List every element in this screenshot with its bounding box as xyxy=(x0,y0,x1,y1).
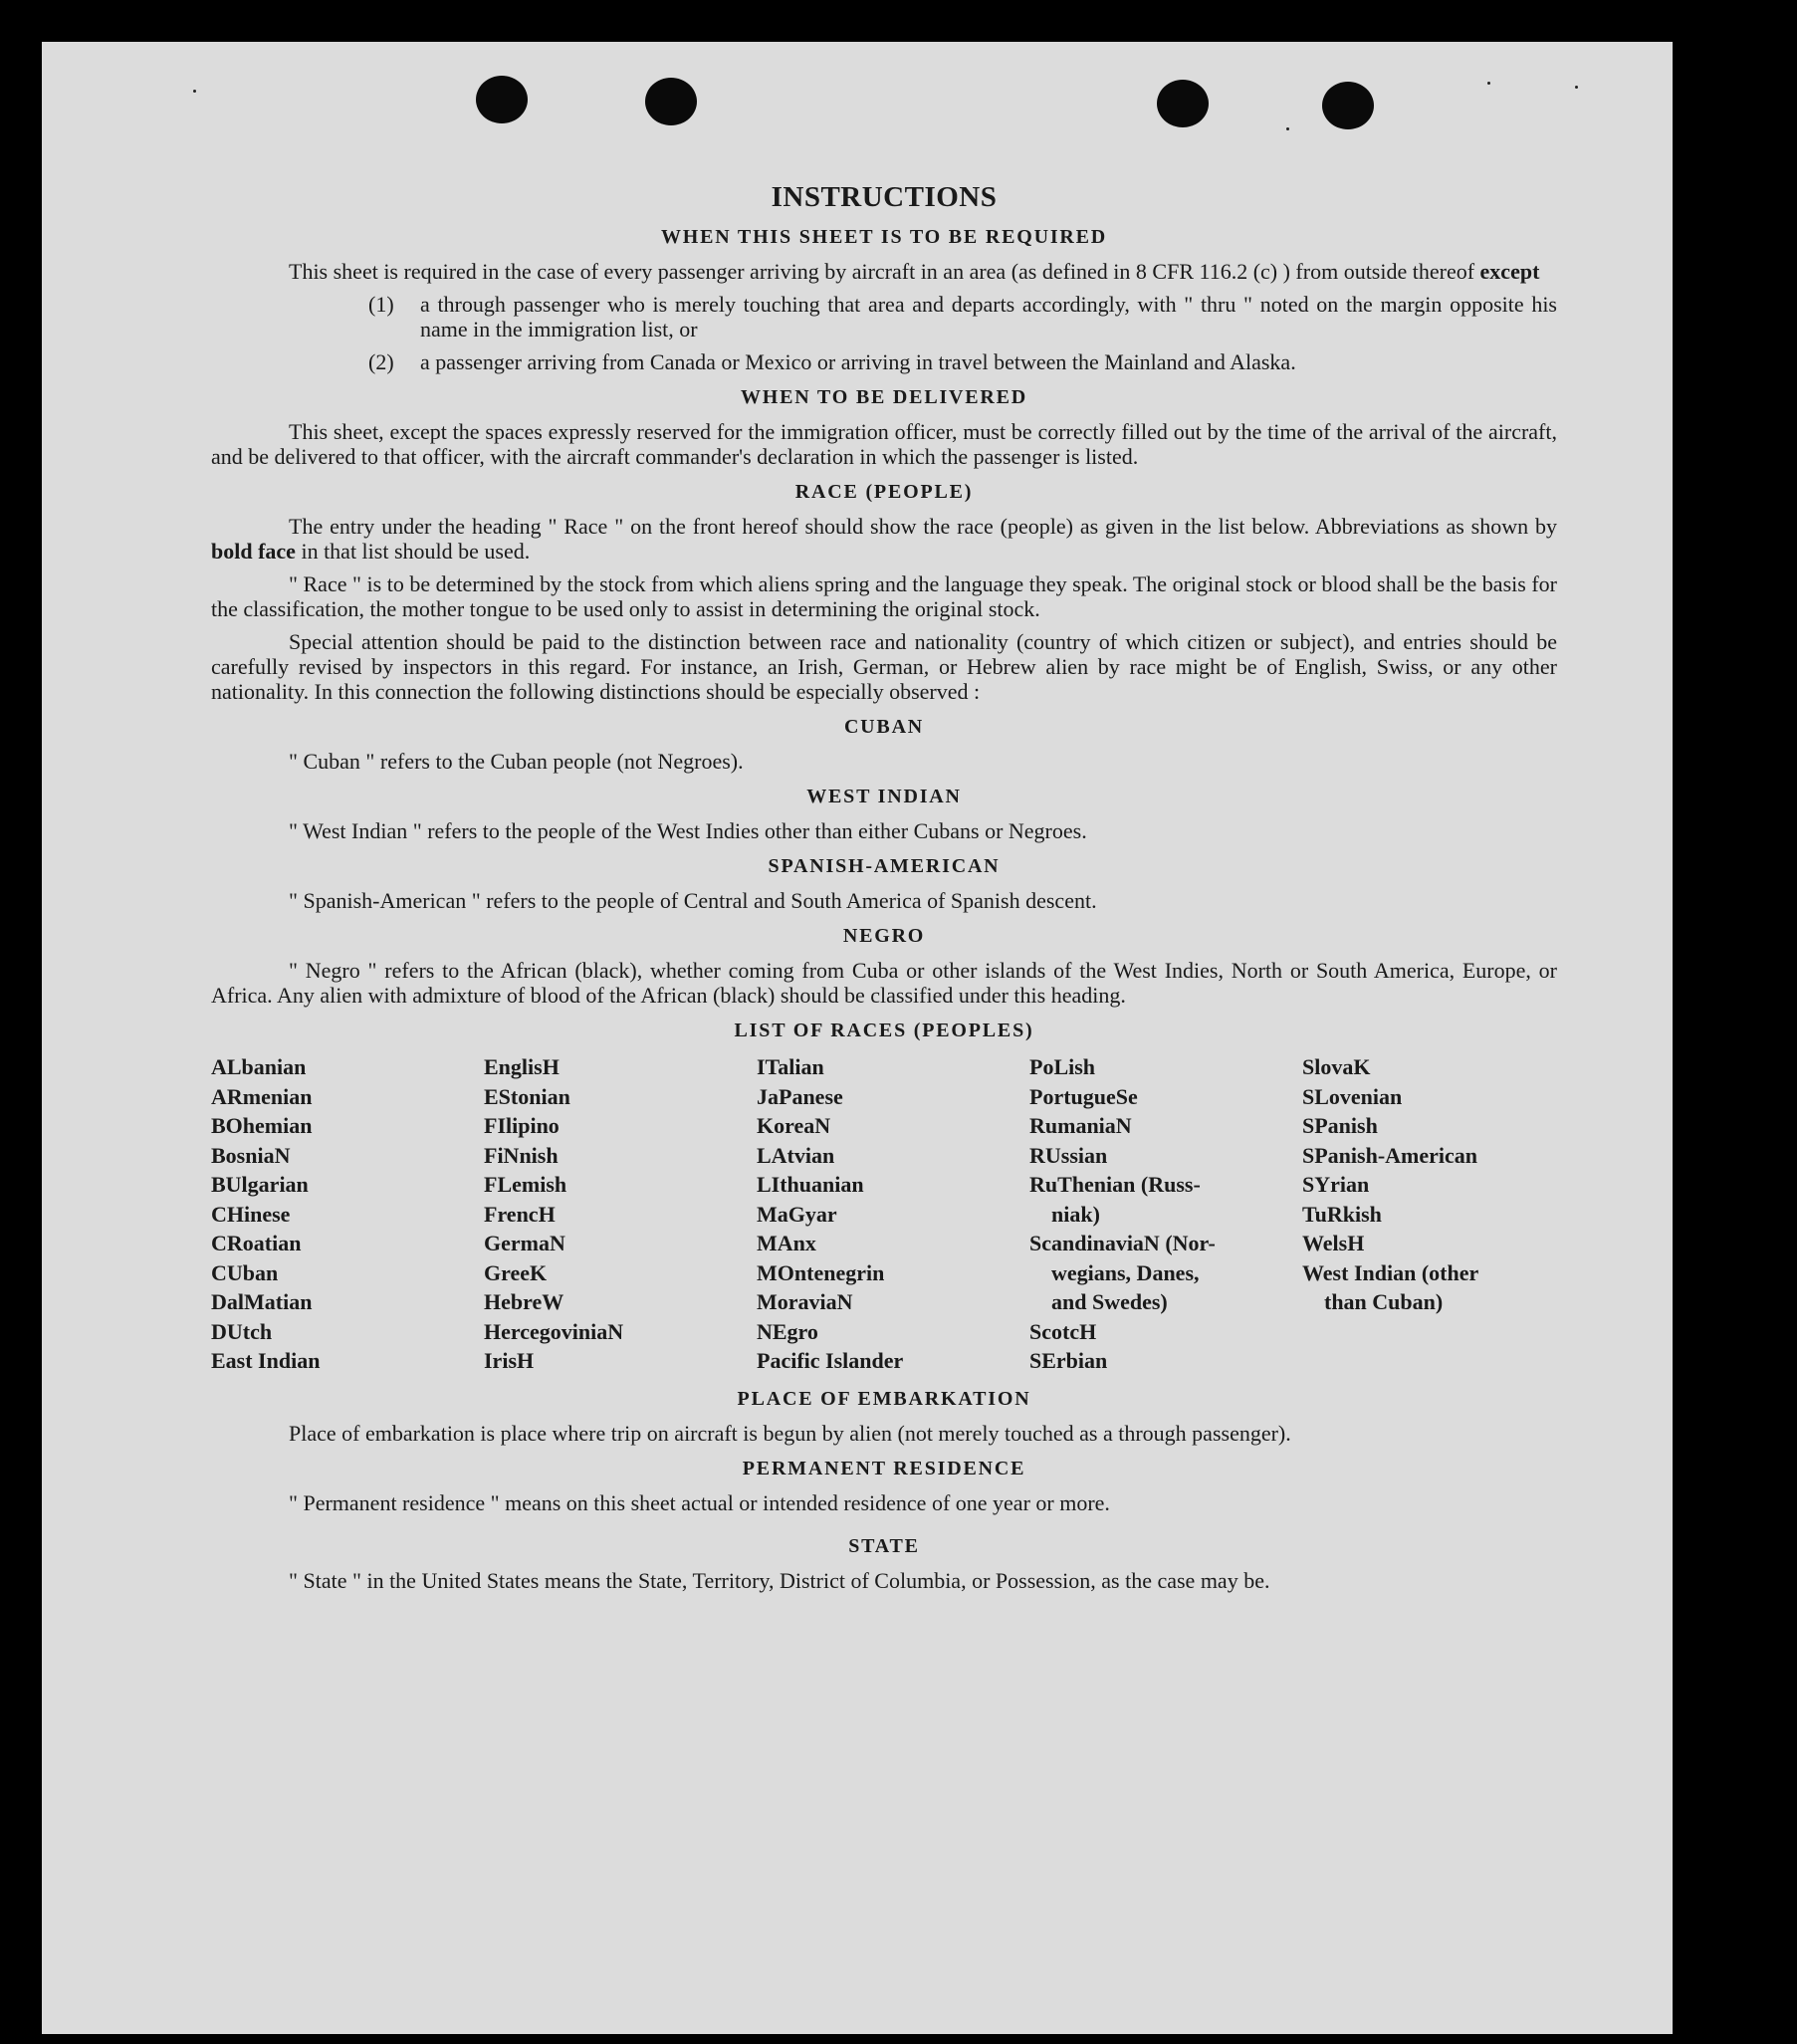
race-item: GermaN xyxy=(484,1231,565,1255)
race-item: and Swedes) xyxy=(1051,1289,1168,1314)
required-intro xyxy=(211,259,1557,284)
embarkation-text: Place of embarkation is place where trip on aircraft is begun by alien (not merely touched as a through passenger). xyxy=(289,1420,1291,1446)
race-item: TuRkish xyxy=(1302,1201,1382,1227)
race-item: KoreaN xyxy=(757,1113,831,1138)
clause-2 xyxy=(368,349,1557,374)
race-item: FrencH xyxy=(484,1201,556,1227)
race-item: MoraviaN xyxy=(757,1289,853,1314)
clause-number: (1) xyxy=(368,292,394,317)
race-item: SErbian xyxy=(1029,1348,1108,1373)
punch-hole xyxy=(1322,82,1374,129)
race-item: MaGyar xyxy=(757,1201,837,1227)
races-column-5 xyxy=(1302,1052,1557,1376)
race-paragraph-1 xyxy=(211,514,1557,564)
punch-hole xyxy=(1157,80,1209,127)
section-heading-delivered: WHEN TO BE DELIVERED xyxy=(740,386,1028,408)
race-item: East Indian xyxy=(211,1348,321,1373)
race-item: SlovaK xyxy=(1302,1054,1371,1079)
race-item: GreeK xyxy=(484,1259,548,1285)
speck xyxy=(1575,86,1578,89)
race-item: WelsH xyxy=(1302,1231,1365,1255)
clause-text: a through passenger who is merely touching that area and departs accordingly, with " thru " noted on the margin opposite his name in the immigration list, or xyxy=(420,292,1557,341)
residence-text: " Permanent residence " means on this sheet actual or intended residence of one year or more. xyxy=(289,1489,1110,1515)
races-column-4 xyxy=(1029,1052,1302,1376)
race-paragraph-3: Special attention should be paid to the distinction between race and nationality (country of which citizen or subject), and entries should be carefully revised by inspectors in this regard. For instance, an Irish, German, or Hebrew alien by race might be of English, Swiss, or any other nationality. In this connection the following distinctions should be especially observed : xyxy=(211,629,1557,704)
race-item: ScotcH xyxy=(1029,1318,1097,1344)
race-item: EnglisH xyxy=(484,1054,560,1079)
races-column-2 xyxy=(484,1052,757,1376)
race-item: SLovenian xyxy=(1302,1083,1403,1109)
race-item: West Indian (other xyxy=(1302,1259,1479,1285)
state-text: " State " in the United States means the State, Territory, District of Columbia, or Possession, as the case may be. xyxy=(289,1567,1270,1593)
document-sheet xyxy=(42,42,1673,2034)
race-p1-a: The entry under the heading " Race " on the front hereof should show the race (people) as given in the list below. Abbreviations as shown by xyxy=(289,514,1557,539)
race-item: FIlipino xyxy=(484,1113,560,1138)
race-item: PortugueSe xyxy=(1029,1083,1138,1109)
section-heading-cuban: CUBAN xyxy=(843,716,925,738)
race-p1-c: in that list should be used. xyxy=(301,539,531,564)
race-item: ITalian xyxy=(757,1054,824,1079)
races-column-1 xyxy=(211,1052,484,1376)
race-paragraph-2: " Race " is to be determined by the stock from which aliens spring and the language they speak. The original stock or blood shall be the basis for the classification, the mother tongue to be used only to assist in determining the original stock. xyxy=(211,571,1557,621)
section-heading-negro: NEGRO xyxy=(842,925,926,947)
instructions-content xyxy=(211,181,1557,1593)
race-item: RumaniaN xyxy=(1029,1113,1132,1138)
race-item: RUssian xyxy=(1029,1142,1108,1168)
clause-number: (2) xyxy=(368,349,394,374)
race-item: SPanish-American xyxy=(1302,1142,1477,1168)
race-item: DUtch xyxy=(211,1318,273,1344)
west-indian-text: " West Indian " refers to the people of the West Indies other than either Cubans or Negroes. xyxy=(289,818,1087,843)
race-item: ScandinaviaN (Nor- xyxy=(1029,1231,1216,1255)
race-item: BosniaN xyxy=(211,1142,291,1168)
race-item: HercegoviniaN xyxy=(484,1318,624,1344)
races-column-3 xyxy=(757,1052,1029,1376)
race-item: JaPanese xyxy=(757,1083,843,1109)
race-item: MOntenegrin xyxy=(757,1259,885,1285)
section-heading-west-indian: WEST INDIAN xyxy=(806,786,962,807)
clause-1 xyxy=(368,292,1557,341)
page-title: INSTRUCTIONS xyxy=(771,181,998,213)
required-intro-bold: except xyxy=(1479,259,1540,284)
race-item: CRoatian xyxy=(211,1231,302,1255)
delivered-text: This sheet, except the spaces expressly reserved for the immigration officer, must be correctly filled out by the time of the arrival of the aircraft, and be delivered to that officer, with the aircraft commander's declaration in which the passenger is listed. xyxy=(211,419,1557,469)
punch-hole xyxy=(645,78,697,125)
race-item: DalMatian xyxy=(211,1289,313,1314)
race-item: FLemish xyxy=(484,1172,567,1197)
section-heading-races-list: LIST OF RACES (PEOPLES) xyxy=(734,1020,1034,1041)
race-item: than Cuban) xyxy=(1324,1289,1444,1314)
race-item: IrisH xyxy=(484,1348,535,1373)
section-heading-residence: PERMANENT RESIDENCE xyxy=(742,1457,1026,1479)
races-list xyxy=(211,1052,1557,1376)
section-heading-embarkation: PLACE OF EMBARKATION xyxy=(737,1387,1031,1410)
race-item: BOhemian xyxy=(211,1113,313,1138)
race-item: ALbanian xyxy=(211,1054,307,1079)
speck xyxy=(1487,82,1490,85)
race-item: ARmenian xyxy=(211,1083,313,1109)
race-item: Pacific Islander xyxy=(757,1348,904,1373)
speck xyxy=(193,90,196,93)
race-item: LAtvian xyxy=(757,1142,835,1168)
race-item: EStonian xyxy=(484,1083,570,1109)
race-item: SYrian xyxy=(1302,1172,1370,1197)
required-intro-text: This sheet is required in the case of every passenger arriving by aircraft in an area (as defined in 8 CFR 116.2 (c) ) from outside thereof xyxy=(289,259,1475,284)
race-item: HebreW xyxy=(484,1289,564,1314)
race-item: CUban xyxy=(211,1259,279,1285)
race-item: FiNnish xyxy=(484,1142,559,1168)
race-item: BUlgarian xyxy=(211,1172,309,1197)
spanish-american-text: " Spanish-American " refers to the people of Central and South America of Spanish descent. xyxy=(289,888,1097,913)
race-item: NEgro xyxy=(757,1318,818,1344)
section-heading-state: STATE xyxy=(848,1534,920,1557)
section-heading-race: RACE (PEOPLE) xyxy=(794,481,974,503)
negro-text: " Negro " refers to the African (black), whether coming from Cuba or other islands of the West Indies, North or South America, Europe, or Africa. Any alien with admixture of blood of the African (black) should be classified under this heading. xyxy=(211,958,1557,1008)
race-item: SPanish xyxy=(1302,1113,1378,1138)
race-item: LIthuanian xyxy=(757,1172,864,1197)
section-heading-required: WHEN THIS SHEET IS TO BE REQUIRED xyxy=(660,226,1108,248)
section-heading-spanish-american: SPANISH-AMERICAN xyxy=(768,855,1001,877)
race-item: PoLish xyxy=(1029,1054,1096,1079)
speck xyxy=(1286,127,1289,130)
race-item: niak) xyxy=(1051,1201,1100,1227)
race-item: RuThenian (Russ- xyxy=(1029,1172,1201,1197)
cuban-text: " Cuban " refers to the Cuban people (not Negroes). xyxy=(289,749,744,774)
clause-text: a passenger arriving from Canada or Mexico or arriving in travel between the Mainland and Alaska. xyxy=(420,349,1296,374)
race-item: CHinese xyxy=(211,1201,291,1227)
race-item: wegians, Danes, xyxy=(1051,1259,1200,1285)
punch-hole xyxy=(476,76,528,123)
race-p1-bold: bold face xyxy=(211,539,296,564)
race-item: MAnx xyxy=(757,1231,816,1255)
